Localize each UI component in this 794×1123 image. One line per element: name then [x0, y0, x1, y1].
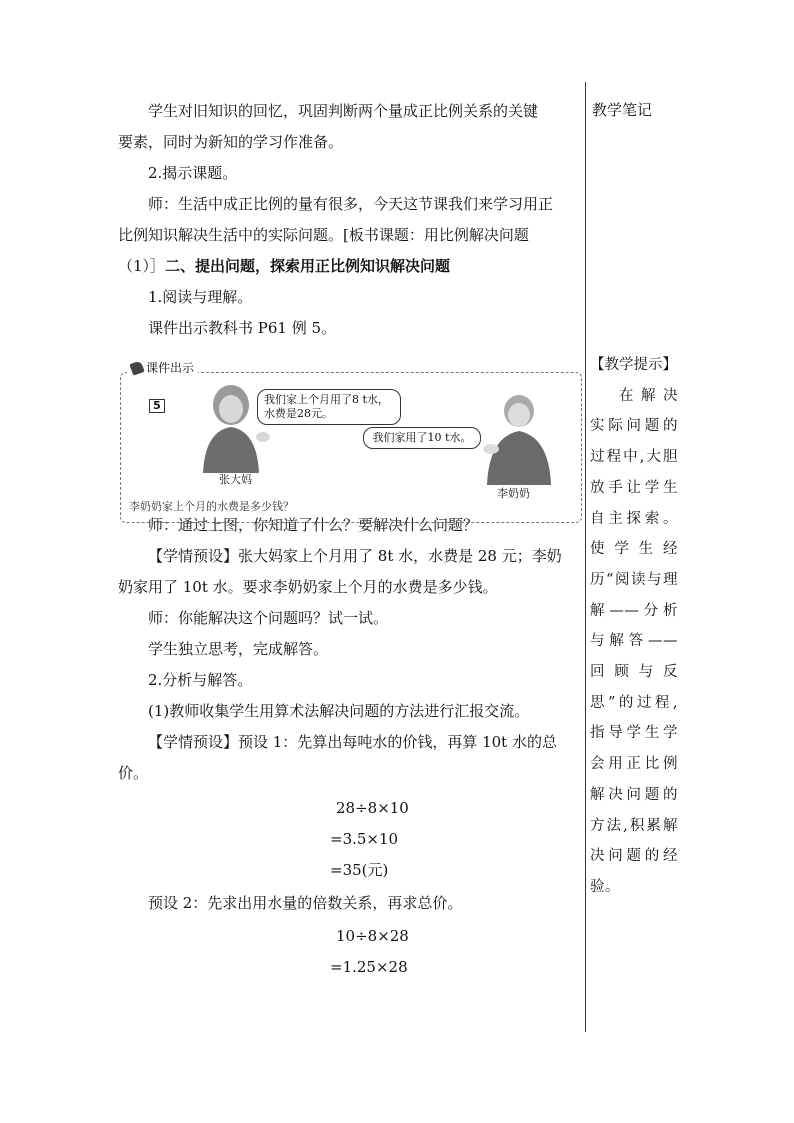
teaching-tip-heading: 【教学提示】	[590, 357, 677, 373]
paragraph: 【学情预设】预设 1：先算出每吨水的价钱，再算 10t 水的总	[148, 733, 557, 751]
paragraph: 师：你能解决这个问题吗？试一试。	[148, 609, 389, 627]
aunt-zhang-label: 张大妈	[219, 473, 252, 486]
calc-line: =1.25×28	[330, 958, 408, 976]
section-heading-line	[118, 251, 580, 282]
paragraph: 师：通过上图，你知道了什么？要解决什么问题？	[148, 516, 479, 534]
paragraph: 2.揭示课题。	[148, 164, 238, 182]
paragraph: 课件出示教科书 P61 例 5。	[148, 319, 337, 337]
teaching-tip	[590, 350, 678, 903]
paragraph: 要素，同时为新知的学习作准备。	[118, 133, 344, 151]
calculation-2	[330, 921, 580, 983]
paragraph: (1)教师收集学生用算术法解决问题的方法进行汇报交流。	[148, 702, 530, 720]
speech-bubble-grandma-li: 我们家用了10 t水。	[363, 427, 481, 449]
paragraph: 学生对旧知识的回忆，巩固判断两个量成正比例关系的关键	[148, 102, 539, 120]
paragraph: 【学情预设】张大妈家上个月用了 8t 水，水费是 28 元；李奶	[148, 547, 562, 565]
figure-tag	[127, 359, 198, 376]
paragraph: 1.阅读与理解。	[148, 288, 253, 306]
calc-line: =3.5×10	[330, 830, 399, 848]
paragraph: 价。	[118, 764, 149, 782]
teaching-notes-title: 教学笔记	[592, 101, 653, 119]
calc-line: 10÷8×28	[336, 927, 409, 945]
paragraph: 师：生活中成正比例的量有很多，今天这节课我们来学习用正	[148, 195, 554, 213]
grandma-li-label: 李奶奶	[497, 487, 530, 500]
main-content	[118, 96, 580, 983]
paragraph: 预设 2：先求出用水量的倍数关系，再求总价。	[148, 894, 463, 912]
speech-bubble-aunt-zhang: 我们家上个月用了8 t水，水费是28元。	[257, 389, 401, 425]
calc-line: =35(元)	[330, 861, 389, 879]
paragraph: 学生独立思考，完成解答。	[148, 640, 329, 658]
figure-question: 李奶奶家上个月的水费是多少钱？	[129, 500, 294, 513]
lesson-title-end: （1）］	[118, 257, 166, 275]
calc-line: 28÷8×10	[336, 799, 409, 817]
calculation-1	[330, 793, 580, 886]
paragraph: 奶家用了 10t 水。要求李奶奶家上个月的水费是多少钱。	[118, 578, 498, 596]
figure-tag-label: 课件出示	[146, 361, 195, 375]
pencil-icon	[129, 360, 144, 375]
example-number: 5	[149, 399, 165, 413]
section-heading: 二、提出问题，探索用正比例知识解决问题	[165, 257, 451, 275]
grandma-li-illustration	[479, 391, 555, 485]
column-divider	[585, 82, 586, 1032]
courseware-figure	[120, 361, 582, 523]
teaching-tip-body: 在解决实际问题的过程中,大胆放手让学生自主探索。使学生经历“阅读与理解——分析与解答——回顾与反思”的过程,指导学生学会用正比例解决问题的方法,积累解决问题的经验。	[590, 387, 678, 895]
paragraph: 2.分析与解答。	[148, 671, 253, 689]
paragraph: 比例知识解决生活中的实际问题。[板书课题：用比例解决问题	[118, 226, 529, 244]
